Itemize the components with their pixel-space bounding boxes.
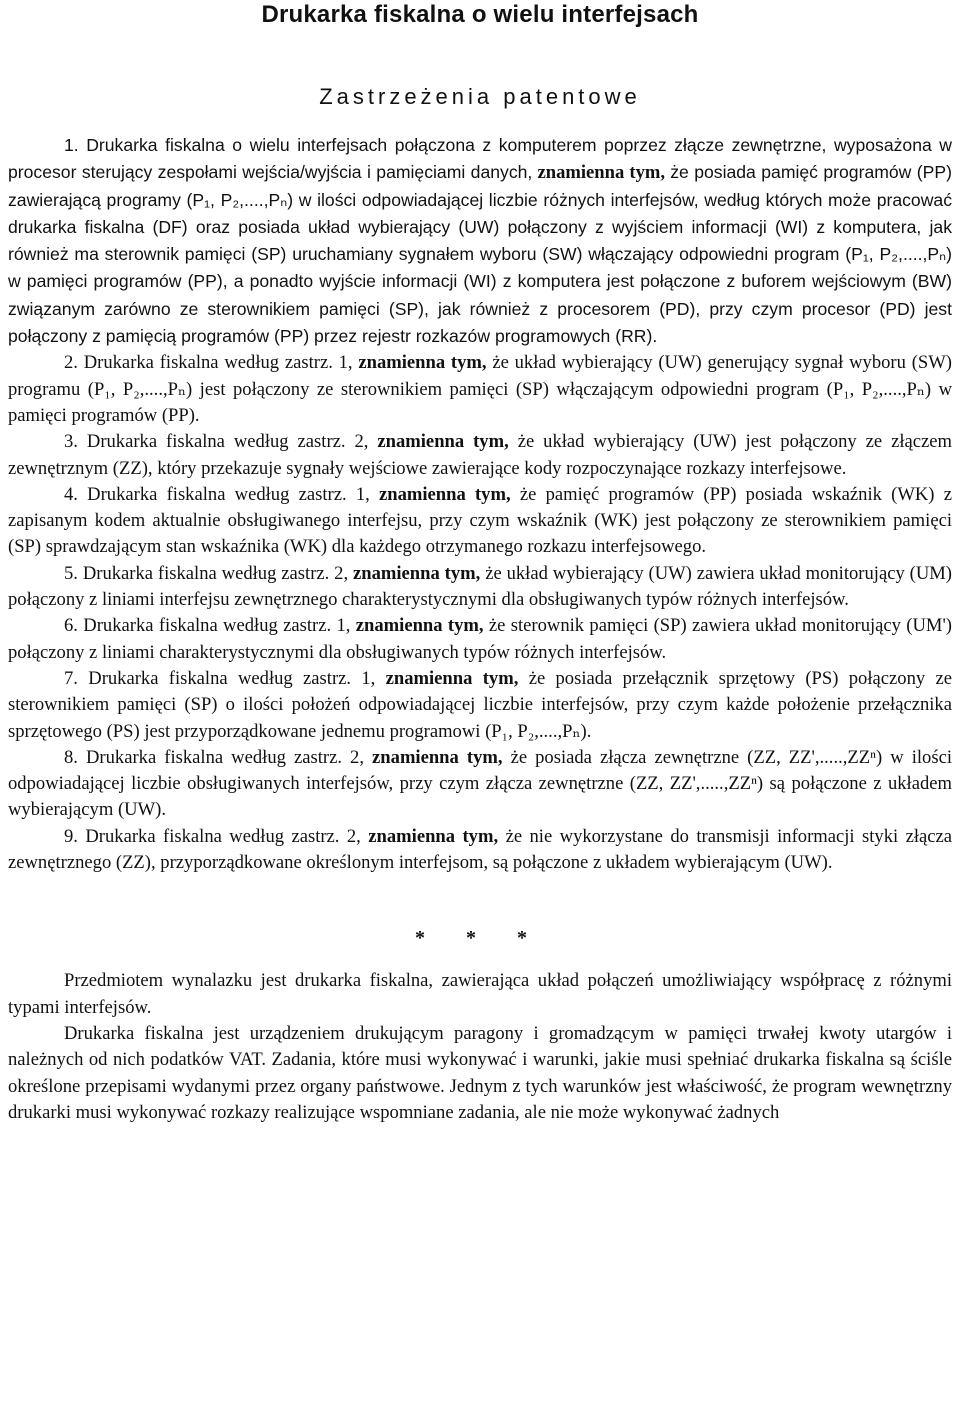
description-section <box>8 968 952 1126</box>
description-paragraph: Drukarka fiskalna jest urządzeniem drukującym paragony i gromadzącym w pamięci trwałej kwoty utargów i należnych od nich podatków VAT. Zadania, które musi wykonywać i warunki, jakie musi spełniać drukarka fiskalna są ściśle określone przepisami wydanymi przez organy państwowe. Jednym z tych warunków jest właściwość, że program wewnętrzny drukarki musi wykonywać rozkazy realizujące wspomniane zadania, ale nie może wykonywać żadnych <box>8 1022 952 1123</box>
claim-2: 2. Drukarka fiskalna według zastrz. 1, znamienna tym, że układ wybierający (UW) generujący sygnał wyboru (SW) programu (P₁, P₂,....,Pₙ) jest połączony ze sterownikiem pamięci (SP) włączającym odpowiedni program (P₁, P₂,....,Pₙ) w pamięci programów (PP). <box>8 352 952 426</box>
document-title: Drukarka fiskalna o wielu interfejsach <box>261 1 699 28</box>
claim-9: 9. Drukarka fiskalna według zastrz. 2, znamienna tym, że nie wykorzystane do transmisji informacji styki złącza zewnętrznego (ZZ), przyporządkowane określonym interfejsom, są połączone z układem wybierającym (UW). <box>8 825 953 874</box>
section-separator: * * * <box>415 927 545 950</box>
claim-1: 1. Drukarka fiskalna o wielu interfejsach połączona z komputerem poprzez złącze zewnętrzne, wyposażona w procesor sterujący zespołami wejścia/wyjścia i pamięciami danych, znamienna tym, że posiada pamięć programów (PP) zawierającą programy (P₁, P₂,....,Pₙ) w ilości odpowiadającej liczbie różnych interfejsów, według których może pracować drukarka fiskalna (DF) oraz posiada układ wybierający (UW) połączony z wyjściem informacji (WI) z komputera, jak również ma sterownik pamięci (SP) uruchamiany sygnałem wyboru (SW) włączający odpowiedni program (P₁, P₂,....,Pₙ) w pamięci programów (PP), a ponadto wyjście informacji (WI) z komputera jest połączone z buforem wejściowym (BW) związanym zarówno ze sterownikiem pamięci (SP), jak również z procesorem (PD), przy czym procesor (PD) jest połączony z pamięcią programów (PP) przez rejestr rozkazów programowych (RR). <box>8 135 952 347</box>
claims-list <box>8 132 952 876</box>
claim-6: 6. Drukarka fiskalna według zastrz. 1, znamienna tym, że sterownik pamięci (SP) zawiera układ monitorujący (UM') połączony z liniami charakterystycznymi dla obsługiwanych typów różnych interfejsów. <box>8 615 953 663</box>
description-paragraph: Przedmiotem wynalazku jest drukarka fiskalna, zawierająca układ połączeń umożliwiający współpracę z różnymi typami interfejsów. <box>8 970 952 1018</box>
claims-heading: Zastrzeżenia patentowe <box>319 84 641 109</box>
claim-5: 5. Drukarka fiskalna według zastrz. 2, znamienna tym, że układ wybierający (UW) zawiera układ monitorujący (UM) połączony z liniami interfejsu zewnętrznego charakterystycznymi dla obsługiwanych typów różnych interfejsów. <box>8 562 952 611</box>
claim-8: 8. Drukarka fiskalna według zastrz. 2, znamienna tym, że posiada złącza zewnętrzne (ZZ, ZZ',.....,ZZⁿ) w ilości odpowiadającej liczbie obsługiwanych interfejsów, przy czym złącza zewnętrzne (ZZ, ZZ',.....,ZZⁿ) są połączone z układem wybierającym (UW). <box>8 746 952 821</box>
document-page <box>8 0 952 1126</box>
claim-7: 7. Drukarka fiskalna według zastrz. 1, znamienna tym, że posiada przełącznik sprzętowy (PS) połączony ze sterownikiem pamięci (SP) o ilości położeń odpowiadającej liczbie interfejsów, przy czym każde położenie przełącznika sprzętowego (PS) jest przyporządkowane jednemu programowi (P₁, P₂,....,Pₙ). <box>8 667 952 742</box>
claim-4: 4. Drukarka fiskalna według zastrz. 1, znamienna tym, że pamięć programów (PP) posiada wskaźnik (WK) z zapisanym kodem aktualnie obsługiwanego interfejsu, przy czym wskaźnik (WK) jest połączony ze sterownikiem pamięci (SP) sprawdzającym stan wskaźnika (WK) dla każdego otrzymanego rozkazu interfejsowego. <box>8 483 952 558</box>
claim-3: 3. Drukarka fiskalna według zastrz. 2, znamienna tym, że układ wybierający (UW) jest połączony ze złączem zewnętrznym (ZZ), który przekazuje sygnały wejściowe zawierające kody rozpoczynające rozkazy interfejsowe. <box>8 431 952 479</box>
